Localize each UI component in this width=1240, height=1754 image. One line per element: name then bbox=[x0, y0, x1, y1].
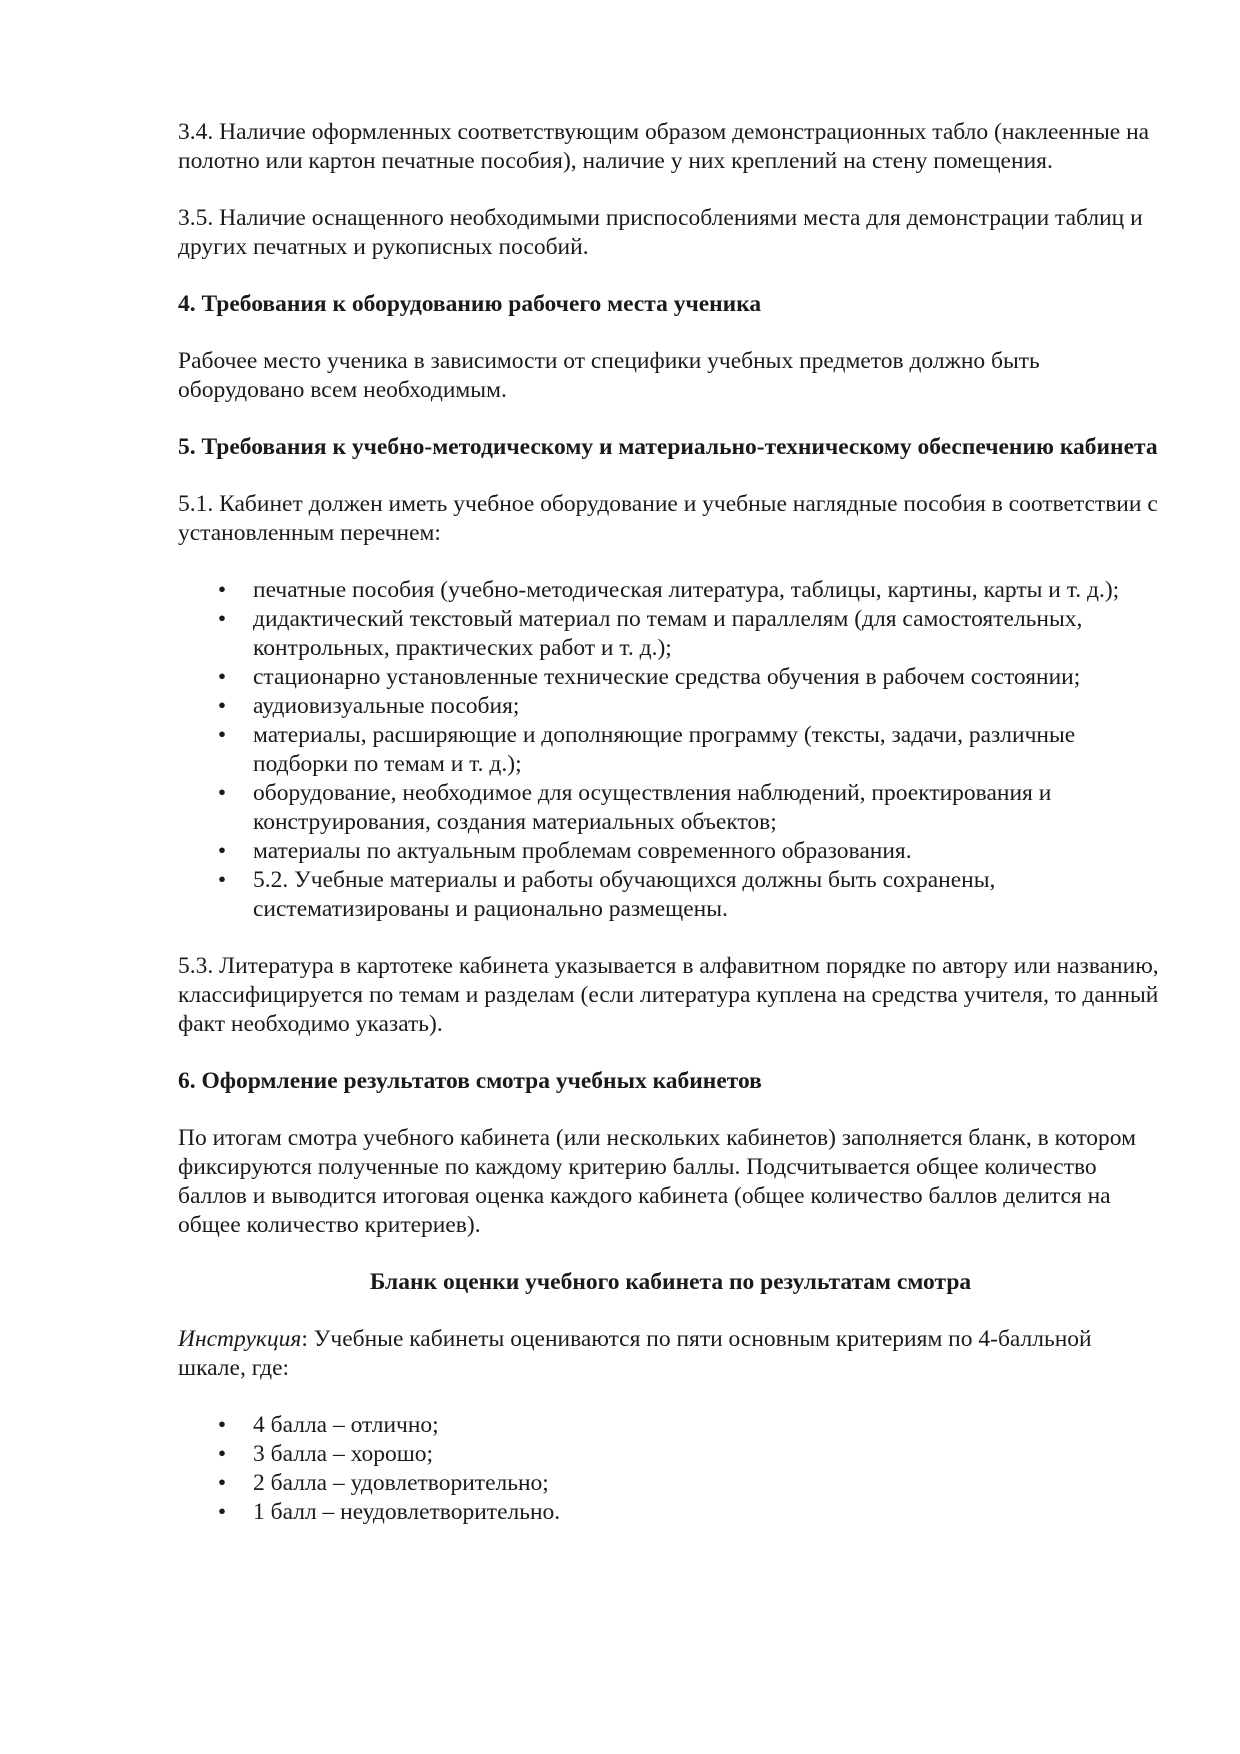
list-item-text: 2 балла – удовлетворительно; bbox=[253, 1470, 549, 1496]
bullet-icon: • bbox=[217, 780, 227, 806]
list-item-text: 4 балла – отлично; bbox=[253, 1412, 439, 1438]
list-item bbox=[178, 576, 1163, 605]
bullet-icon: • bbox=[217, 838, 227, 864]
bullet-icon: • bbox=[217, 1470, 227, 1496]
paragraph-3-4: 3.4. Наличие оформленных соответствующим образом демонстрационных табло (наклеенные на полотно или картон печатные пособия), наличие у них креплений на стену помещения. bbox=[178, 119, 1150, 174]
paragraph-4: Рабочее место ученика в зависимости от специфики учебных предметов должно быть оборудовано всем необходимым. bbox=[178, 348, 1040, 403]
heading-section-6: 6. Оформление результатов смотра учебных кабинетов bbox=[178, 1068, 762, 1094]
list-item-text: материалы, расширяющие и дополняющие программу (тексты, задачи, различные подборки по темам и т. д.); bbox=[253, 722, 1076, 777]
bullet-icon: • bbox=[217, 664, 227, 690]
heading-section-5: 5. Требования к учебно-методическому и материально-техническому обеспечению кабинета bbox=[178, 434, 1158, 460]
equipment-list bbox=[178, 576, 1163, 924]
instruction-text: : Учебные кабинеты оцениваются по пяти основным критериям по 4-балльной шкале, где: bbox=[178, 1326, 1092, 1381]
bullet-icon: • bbox=[217, 1441, 227, 1467]
list-item bbox=[178, 1498, 1163, 1527]
list-item bbox=[178, 779, 1163, 837]
bullet-icon: • bbox=[217, 693, 227, 719]
list-item bbox=[178, 1469, 1163, 1498]
instruction-paragraph bbox=[178, 1325, 1163, 1383]
list-item-text: аудиовизуальные пособия; bbox=[253, 693, 520, 719]
heading-section-4: 4. Требования к оборудованию рабочего места ученика bbox=[178, 291, 762, 317]
paragraph-6: По итогам смотра учебного кабинета (или нескольких кабинетов) заполняется бланк, в котором фиксируются полученные по каждому критерию баллы. Подсчитывается общее количество баллов и выводится итоговая оценка каждого кабинета (общее количество баллов делится на общее количество критериев). bbox=[178, 1125, 1136, 1238]
list-item-text: дидактический текстовый материал по темам и параллелям (для самостоятельных, контрольных, практических работ и т. д.); bbox=[253, 606, 1083, 661]
paragraph-3-5: 3.5. Наличие оснащенного необходимыми приспособлениями места для демонстрации таблиц и других печатных и рукописных пособий. bbox=[178, 205, 1143, 260]
paragraph-5-3: 5.3. Литература в картотеке кабинета указывается в алфавитном порядке по автору или названию, классифицируется по темам и разделам (если литература куплена на средства учителя, то данный факт необходимо указать). bbox=[178, 953, 1159, 1037]
bullet-icon: • bbox=[217, 606, 227, 632]
list-item-text: оборудование, необходимое для осуществления наблюдений, проектирования и конструирования, создания материальных объектов; bbox=[253, 780, 1052, 835]
list-item-text: 3 балла – хорошо; bbox=[253, 1441, 434, 1467]
bullet-icon: • bbox=[217, 1499, 227, 1525]
list-item-text: стационарно установленные технические средства обучения в рабочем состоянии; bbox=[253, 664, 1081, 690]
list-item-text: 1 балл – неудовлетворительно. bbox=[253, 1499, 561, 1525]
scale-list bbox=[178, 1411, 1163, 1527]
document-page bbox=[178, 118, 1163, 1555]
list-item bbox=[178, 1411, 1163, 1440]
bullet-icon: • bbox=[217, 577, 227, 603]
list-item-text: 5.2. Учебные материалы и работы обучающихся должны быть сохранены, систематизированы и рационально размещены. bbox=[253, 867, 996, 922]
paragraph-5-1: 5.1. Кабинет должен иметь учебное оборудование и учебные наглядные пособия в соответствии с установленным перечнем: bbox=[178, 491, 1158, 546]
list-item bbox=[178, 692, 1163, 721]
blank-title: Бланк оценки учебного кабинета по результатам смотра bbox=[369, 1269, 972, 1295]
list-item bbox=[178, 721, 1163, 779]
bullet-icon: • bbox=[217, 722, 227, 748]
bullet-icon: • bbox=[217, 1412, 227, 1438]
instruction-label: Инструкция bbox=[178, 1326, 302, 1352]
bullet-icon: • bbox=[217, 867, 227, 893]
list-item-text: печатные пособия (учебно-методическая литература, таблицы, картины, карты и т. д.); bbox=[253, 577, 1120, 603]
list-item bbox=[178, 605, 1163, 663]
list-item bbox=[178, 837, 1163, 866]
list-item bbox=[178, 866, 1163, 924]
list-item-text: материалы по актуальным проблемам современного образования. bbox=[253, 838, 912, 864]
list-item bbox=[178, 663, 1163, 692]
list-item bbox=[178, 1440, 1163, 1469]
